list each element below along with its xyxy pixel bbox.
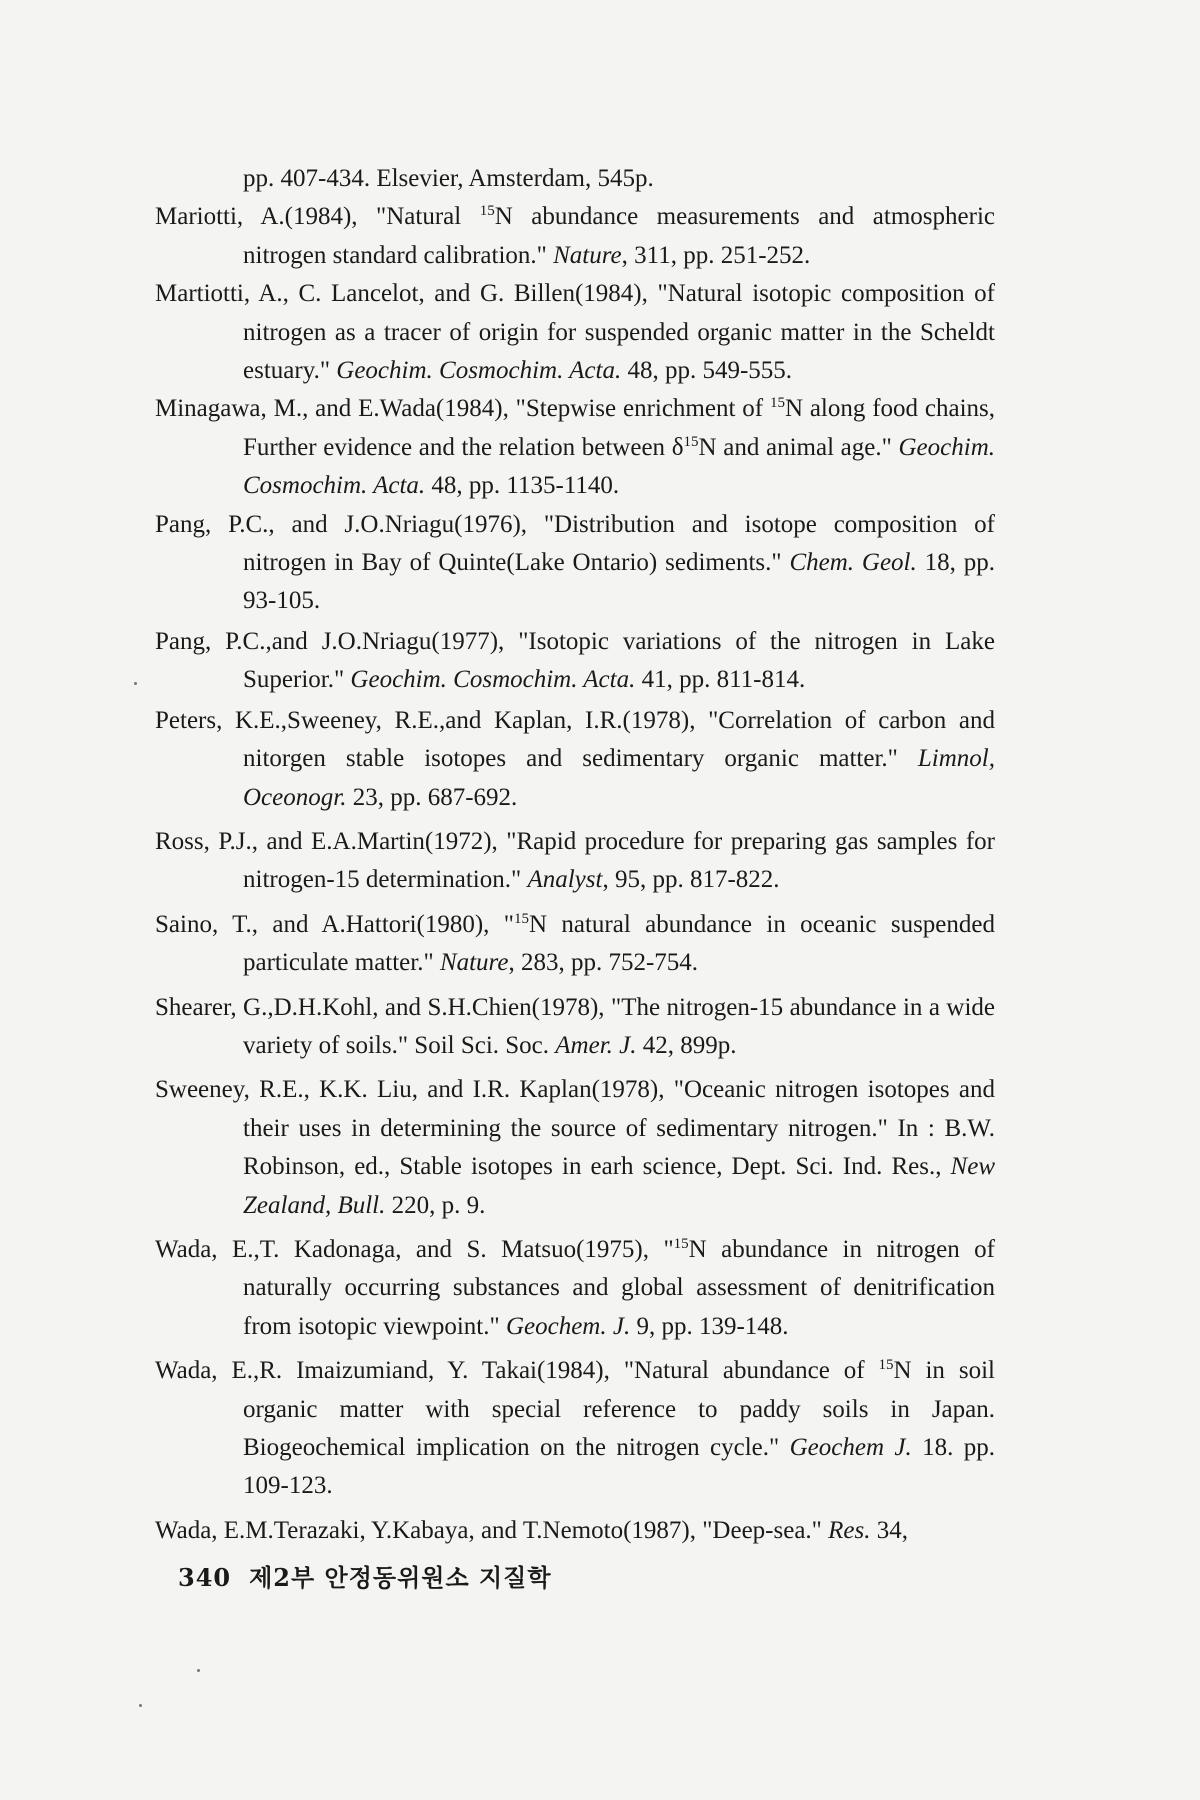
- reference-text: 42, 899p.: [636, 1031, 737, 1059]
- journal-title: Geochem J.: [789, 1434, 912, 1461]
- reference-text: Sweeney, R.E., K.K. Liu, and I.R. Kaplan(1978), "Oceanic nitrogen isotopes and their uses in determining the source of sedimentary nitrogen." In : B.W. Robinson, ed., Stable isotopes in earh science, Dept. Sci. Ind. Res.,: [155, 1076, 995, 1181]
- journal-title: Analyst: [527, 866, 603, 894]
- scan-speck: [197, 1669, 200, 1672]
- superscript: 15: [479, 203, 495, 220]
- journal-title: Nature: [553, 241, 622, 269]
- reference-item: [155, 823, 995, 900]
- reference-text: Ross, P.J., and E.A.Martin(1972), "Rapid procedure for preparing gas samples for nitrogen-15 determination.": [155, 827, 995, 894]
- superscript: 15: [513, 910, 529, 927]
- reference-text: Minagawa, M., and E.Wada(1984), "Stepwise enrichment of: [155, 395, 770, 423]
- reference-text: 23, pp. 687-692.: [346, 783, 518, 811]
- reference-text: Wada, E.M.Terazaki, Y.Kabaya, and T.Nemoto(1987), "Deep-sea.": [155, 1516, 829, 1544]
- reference-text: Pang, P.C., and J.O.Nriagu(1976), "Distribution and isotope composition of nitrogen in Bay of Quinte(Lake Ontario) sediments.": [155, 510, 995, 577]
- reference-item: [155, 1512, 995, 1550]
- reference-text: Martiotti, A., C. Lancelot, and G. Billen(1984), "Natural isotopic composition of nitrogen as a tracer of origin for suspended organic matter in the Scheldt estuary.": [155, 280, 995, 385]
- page-footer: [178, 1558, 552, 1593]
- reference-text: N along food chains, Further evidence and the relation between δ: [243, 395, 995, 461]
- superscript: 15: [673, 1235, 689, 1252]
- superscript: 15: [878, 1357, 894, 1374]
- journal-title: Geochim. Cosmochim. Acta.: [243, 433, 995, 500]
- reference-item: [155, 989, 995, 1066]
- reference-item: [155, 702, 995, 817]
- journal-title: Geochim. Cosmochim. Acta.: [336, 357, 622, 385]
- journal-title: Chem. Geol.: [789, 549, 917, 577]
- reference-text: N natural abundance in oceanic suspended particulate matter.": [243, 910, 995, 977]
- scan-speck: [134, 682, 137, 685]
- reference-item: [155, 906, 995, 983]
- reference-text: N in soil organic matter with special reference to paddy soils in Japan. Biogeochemical implication on the nitrogen cycle.": [243, 1357, 995, 1461]
- reference-text: Wada, E.,T. Kadonaga, and S. Matsuo(1975), ": [155, 1235, 674, 1263]
- reference-item: [155, 623, 995, 700]
- journal-title: Amer. J.: [555, 1031, 637, 1059]
- reference-text: 18, pp. 93-105.: [243, 549, 995, 615]
- reference-continuation: [155, 160, 995, 198]
- reference-text: , 311, pp. 251-252.: [621, 241, 811, 269]
- reference-text: Wada, E.,R. Imaizumiand, Y. Takai(1984), "Natural abundance of: [155, 1357, 879, 1385]
- reference-text: 220, p. 9.: [385, 1191, 486, 1219]
- reference-list: [155, 160, 995, 1550]
- journal-title: Res.: [828, 1516, 871, 1544]
- reference-text: N abundance measurements and atmospheric nitrogen standard calibration.": [243, 203, 995, 269]
- reference-text: 41, pp. 811-814.: [635, 666, 806, 694]
- section-title: 제2부 안정동위원소 지질학: [249, 1563, 552, 1592]
- superscript: 15: [769, 395, 785, 412]
- reference-text: Pang, P.C.,and J.O.Nriagu(1977), "Isotopic variations of the nitrogen in Lake Superior.": [155, 627, 995, 694]
- superscript: 15: [683, 433, 699, 450]
- reference-item: [155, 198, 995, 275]
- reference-text: Shearer, G.,D.H.Kohl, and S.H.Chien(1978), "The nitrogen-15 abundance in a wide variety of soils." Soil Sci. Soc.: [155, 993, 995, 1059]
- reference-text: pp. 407-434. Elsevier, Amsterdam, 545p.: [243, 165, 654, 192]
- reference-text: 48, pp. 549-555.: [621, 357, 793, 385]
- reference-item: [155, 1352, 995, 1506]
- reference-text: 9, pp. 139-148.: [630, 1312, 789, 1340]
- reference-item: [155, 506, 995, 621]
- journal-title: Limnol, Oceonogr.: [243, 745, 995, 811]
- reference-text: Mariotti, A.(1984), "Natural: [155, 203, 480, 231]
- journal-title: New Zealand, Bull.: [243, 1153, 995, 1219]
- reference-text: 34,: [870, 1516, 908, 1544]
- journal-title: Geochem. J.: [505, 1312, 631, 1340]
- reference-text: 48, pp. 1135-1140.: [425, 472, 620, 500]
- reference-text: Saino, T., and A.Hattori(1980), ": [155, 910, 514, 938]
- reference-item: [155, 1071, 995, 1225]
- journal-title: Geochim. Cosmochim. Acta.: [350, 666, 636, 694]
- reference-text: , 95, pp. 817-822.: [602, 866, 780, 894]
- reference-text: N abundance in nitrogen of naturally occurring substances and global assessment of denitrification from isotopic viewpoint.": [243, 1235, 995, 1340]
- reference-text: Peters, K.E.,Sweeney, R.E.,and Kaplan, I.R.(1978), "Correlation of carbon and nitorgen stable isotopes and sedimentary organic matter.": [155, 706, 995, 773]
- reference-item: [155, 390, 995, 505]
- scan-speck: [139, 1704, 142, 1707]
- reference-text: N and animal age.": [698, 433, 899, 461]
- reference-item: [155, 1231, 995, 1346]
- reference-item: [155, 275, 995, 390]
- reference-text: , 283, pp. 752-754.: [508, 949, 699, 977]
- journal-title: Nature: [439, 949, 509, 977]
- page-number: 340: [178, 1563, 232, 1592]
- reference-text: 18. pp. 109-123.: [243, 1434, 996, 1500]
